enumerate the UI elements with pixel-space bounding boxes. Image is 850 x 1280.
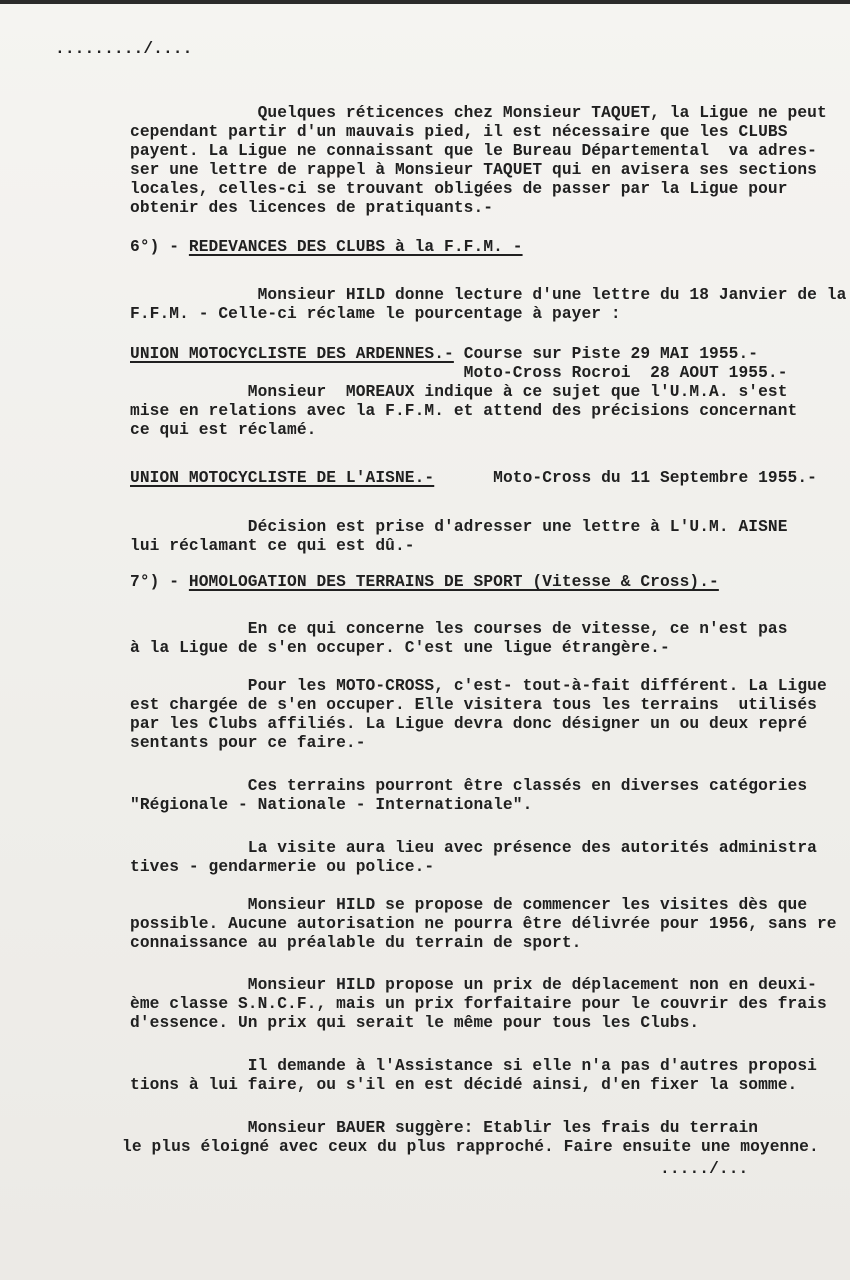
club-2-title: UNION MOTOCYCLISTE DE L'AISNE.- xyxy=(130,469,435,487)
paragraph-11-line-2: tions à lui faire, ou s'il en est décidé ainsi, d'en fixer la somme. xyxy=(130,1076,798,1094)
paragraph-1-line-5: locales, celles-ci se trouvant obligées de passer par la Ligue pour xyxy=(130,180,788,198)
club-1-line xyxy=(130,345,758,364)
paragraph-1-line-3: payent. La Ligue ne connaissant que le Bureau Départemental va adres- xyxy=(130,142,817,160)
section-7-number: 7°) - xyxy=(130,573,189,591)
paragraph-2-line-1: Monsieur HILD donne lecture d'une lettre du 18 Janvier de la xyxy=(130,286,847,304)
paragraph-9-line-3: connaissance au préalable du terrain de sport. xyxy=(130,934,582,952)
paragraph-7-line-1: Ces terrains pourront être classés en diverses catégories xyxy=(130,777,808,795)
paragraph-9-line-2: possible. Aucune autorisation ne pourra être délivrée pour 1956, sans re xyxy=(130,915,837,933)
section-6-title: REDEVANCES DES CLUBS à la F.F.M. - xyxy=(188,238,523,256)
section-6-number: 6°) - xyxy=(130,238,189,256)
section-6-heading xyxy=(130,238,523,257)
paragraph-1-line-6: obtenir des licences de pratiquants.- xyxy=(130,199,494,217)
paragraph-10-line-2: ème classe S.N.C.F., mais un prix forfaitaire pour le couvrir des frais xyxy=(130,995,827,1013)
club-1-event-2: Moto-Cross Rocroi 28 AOUT 1955.- xyxy=(130,364,788,382)
section-7-heading xyxy=(130,573,719,592)
paragraph-5-line-2: à la Ligue de s'en occuper. C'est une ligue étrangère.- xyxy=(130,639,670,657)
paragraph-4-line-1: Décision est prise d'adresser une lettre à L'U.M. AISNE xyxy=(130,518,788,536)
page-marker-top: ........./.... xyxy=(55,40,193,58)
paragraph-8-line-2: tives - gendarmerie ou police.- xyxy=(130,858,435,876)
paragraph-1-line-2: cependant partir d'un mauvais pied, il est nécessaire que les CLUBS xyxy=(130,123,788,141)
paragraph-3-line-1: Monsieur MOREAUX indique à ce sujet que l'U.M.A. s'est xyxy=(130,383,788,401)
paragraph-12-line-2: le plus éloigné avec ceux du plus rapproché. Faire ensuite une moyenne. xyxy=(122,1138,819,1156)
page-marker-bottom: ...../... xyxy=(660,1160,749,1178)
paragraph-1-line-4: ser une lettre de rappel à Monsieur TAQUET qui en avisera ses sections xyxy=(130,161,817,179)
paragraph-12-line-1: Monsieur BAUER suggère: Etablir les frais du terrain xyxy=(130,1119,759,1137)
paragraph-5-line-1: En ce qui concerne les courses de vitesse, ce n'est pas xyxy=(130,620,788,638)
paragraph-11-line-1: Il demande à l'Assistance si elle n'a pas d'autres proposi xyxy=(130,1057,817,1075)
paragraph-3-line-3: ce qui est réclamé. xyxy=(130,421,317,439)
paragraph-7-line-2: "Régionale - Nationale - Internationale". xyxy=(130,796,533,814)
club-2-event: Moto-Cross du 11 Septembre 1955.- xyxy=(434,469,817,487)
paragraph-4-line-2: lui réclamant ce qui est dû.- xyxy=(130,537,415,555)
paragraph-6-line-2: est chargée de s'en occuper. Elle visitera tous les terrains utilisés xyxy=(130,696,817,714)
club-1-event-1: Course sur Piste 29 MAI 1955.- xyxy=(453,345,759,363)
paragraph-6-line-1: Pour les MOTO-CROSS, c'est- tout-à-fait différent. La Ligue xyxy=(130,677,827,695)
paragraph-9-line-1: Monsieur HILD se propose de commencer les visites dès que xyxy=(130,896,808,914)
paragraph-2-line-2: F.F.M. - Celle-ci réclame le pourcentage à payer : xyxy=(130,305,621,323)
paragraph-1-line-1: Quelques réticences chez Monsieur TAQUET, la Ligue ne peut xyxy=(130,104,827,122)
paragraph-6-line-4: sentants pour ce faire.- xyxy=(130,734,366,752)
club-1-title: UNION MOTOCYCLISTE DES ARDENNES.- xyxy=(130,345,454,363)
paragraph-10-line-3: d'essence. Un prix qui serait le même pour tous les Clubs. xyxy=(130,1014,700,1032)
paragraph-8-line-1: La visite aura lieu avec présence des autorités administra xyxy=(130,839,817,857)
page-top-edge xyxy=(0,0,850,4)
paragraph-6-line-3: par les Clubs affiliés. La Ligue devra donc désigner un ou deux repré xyxy=(130,715,808,733)
section-7-title: HOMOLOGATION DES TERRAINS DE SPORT (Vitesse & Cross).- xyxy=(188,573,719,591)
paragraph-10-line-1: Monsieur HILD propose un prix de déplacement non en deuxi- xyxy=(130,976,817,994)
club-2-line xyxy=(130,469,817,488)
paragraph-3-line-2: mise en relations avec la F.F.M. et attend des précisions concernant xyxy=(130,402,798,420)
